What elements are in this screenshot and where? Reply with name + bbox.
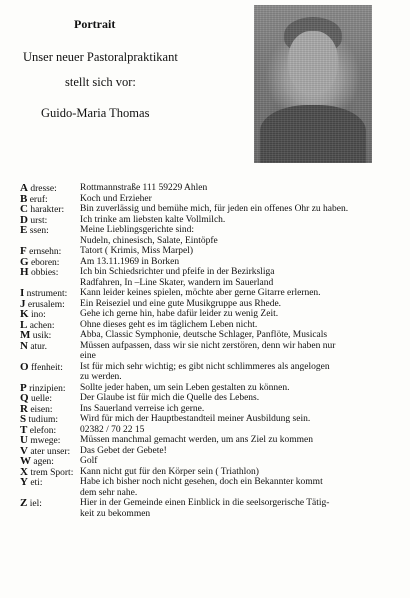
entry-key: [20, 341, 47, 353]
acrostic-entry: [20, 215, 406, 226]
entry-label: ssen:: [29, 226, 49, 236]
entry-initial: W: [20, 455, 31, 467]
entry-value-line: Ich trinke am liebsten kalte Vollmilch.: [80, 214, 226, 225]
acrostic-entry: [20, 330, 406, 341]
acrostic-entry: [20, 204, 406, 215]
entry-label: dresse:: [30, 184, 57, 194]
entry-value-line: Golf: [80, 456, 98, 466]
entry-value-line: Wird für mich der Hauptbestandteil meiner Ausbildung sein.: [80, 414, 311, 424]
intro-line-2: stellt sich vor:: [65, 75, 136, 89]
entry-label: achen:: [29, 320, 55, 331]
entry-label: eisen:: [30, 404, 53, 415]
person-name: Guido-Maria Thomas: [41, 106, 150, 120]
entry-label: mwege:: [30, 436, 61, 446]
entry-value-line: Hier in der Gemeinde einen Einblick in die seelsorgerische Tätig-: [80, 498, 330, 508]
entry-initial: B: [20, 192, 28, 205]
entry-label: eboren:: [30, 257, 60, 268]
entry-initial: Y: [20, 476, 28, 488]
acrostic-entry: [20, 414, 406, 425]
entry-label: eti:: [30, 478, 43, 488]
entry-value-line: Das Gebet der Gebete!: [80, 445, 167, 456]
entry-value-line: Ins Sauerland verreise ich gerne.: [80, 403, 205, 414]
entry-initial: I: [20, 287, 25, 299]
entry-value-line: Am 13.11.1969 in Borken: [80, 256, 180, 267]
entry-initial: F: [20, 245, 27, 257]
entry-initial: D: [20, 213, 28, 226]
entry-initial: K: [20, 308, 29, 320]
acrostic-entry: [20, 225, 406, 246]
entry-initial: G: [20, 255, 29, 268]
acrostic-entry: [20, 194, 406, 205]
entry-initial: E: [20, 224, 28, 236]
acrostic-entry: [20, 309, 406, 320]
entry-initial: S: [20, 413, 27, 425]
entry-value-line: Habe ich bisher noch nicht gesehen, doch ein Bekannter kommt: [80, 477, 323, 487]
entry-label: nstrument:: [26, 289, 68, 299]
entry-value-line: Ein Reiseziel und eine gute Musikgruppe aus Rhede.: [80, 298, 282, 309]
entry-label: eruf:: [29, 194, 48, 205]
entry-label: atur.: [30, 341, 47, 352]
entry-value-line: eine: [80, 351, 96, 361]
entry-initial: V: [20, 444, 28, 457]
entry-initial: J: [20, 297, 26, 310]
entry-value-line: Sollte jeder haben, um sein Leben gestalten zu können.: [80, 382, 290, 393]
entry-value-line: Meine Lieblingsgerichte sind:: [80, 225, 194, 235]
entry-initial: P: [20, 381, 27, 394]
acrostic-entry: [20, 393, 406, 404]
entry-label: usik:: [32, 331, 52, 341]
entry-value-line: Kann nicht gut für den Körper sein ( Triathlon): [80, 466, 259, 477]
entry-value-line: dem sehr nahe.: [80, 487, 138, 498]
entry-value-line: Bin zuverlässig und bemühe mich, für jeden ein offenes Ohr zu haben.: [80, 204, 349, 214]
entry-key: [20, 267, 58, 279]
entry-value-line: Müssen manchmal gemacht werden, um ans Ziel zu kommen: [80, 435, 313, 445]
entry-value-line: zu werden.: [80, 372, 122, 382]
acrostic-list: [20, 183, 406, 519]
acrostic-entry: [20, 299, 406, 310]
entry-initial: T: [20, 423, 28, 436]
acrostic-entry: [20, 267, 406, 288]
acrostic-entry: [20, 320, 406, 331]
entry-initial: Q: [20, 392, 29, 404]
entry-value-line: Nudeln, chinesisch, Salate, Eintöpfe: [80, 235, 218, 246]
entry-value-line: keit zu bekommen: [80, 508, 151, 519]
acrostic-entry: [20, 383, 406, 394]
entry-label: obbies:: [30, 268, 59, 278]
entry-label: trem Sport:: [30, 467, 74, 478]
entry-key: [20, 498, 42, 510]
entry-initial: L: [20, 318, 28, 331]
entry-initial: R: [20, 402, 28, 415]
entry-key: [20, 477, 42, 489]
entry-label: ino:: [30, 310, 46, 320]
entry-label: uelle:: [30, 394, 53, 404]
acrostic-entry: [20, 435, 406, 446]
entry-value-line: Ich bin Schiedsrichter und pfeife in der Bezirksliga: [80, 267, 275, 277]
entry-label: rinzipien:: [29, 383, 66, 394]
entry-value-line: Abba, Classic Symphonie, deutsche Schlager, Panflöte, Musicals: [80, 330, 328, 340]
entry-value-line: Radfahren, In –Line Skater, wandern im Sauerland: [80, 277, 274, 288]
entry-label: harakter:: [30, 205, 65, 215]
portrait-photo: [254, 5, 372, 163]
acrostic-entry: [20, 477, 406, 498]
intro-line-1: Unser neuer Pastoralpraktikant: [23, 50, 178, 64]
entry-label: ernsehn:: [29, 247, 62, 257]
acrostic-entry: [20, 288, 406, 299]
acrostic-entry: [20, 446, 406, 457]
entry-initial: H: [20, 266, 29, 278]
entry-label: erusalem:: [27, 299, 65, 310]
entry-label: ffenheit:: [30, 362, 63, 373]
entry-value-line: Kann leider keines spielen, möchte aber gerne Gitarre erlernen.: [80, 288, 321, 298]
entry-initial: O: [20, 360, 29, 373]
acrostic-entry: [20, 362, 406, 383]
entry-value-line: Ohne dieses geht es im täglichem Leben nicht.: [80, 319, 258, 330]
entry-label: agen:: [33, 457, 54, 467]
entry-initial: X: [20, 465, 28, 478]
acrostic-entry: [20, 456, 406, 467]
entry-key: [20, 225, 49, 237]
entry-label: urst:: [30, 215, 48, 226]
entry-value-line: Rottmannstraße 111 59229 Ahlen: [80, 183, 208, 193]
entry-value-line: Müssen aufpassen, dass wir sie nicht zerstören, denn wir haben nur: [80, 340, 336, 351]
entry-label: ater unser:: [30, 446, 71, 457]
acrostic-entry: [20, 425, 406, 436]
acrostic-entry: [20, 341, 406, 362]
acrostic-entry: [20, 467, 406, 478]
entry-value-line: Der Glaube ist für mich die Quelle des Lebens.: [80, 393, 260, 403]
photo-grain: [254, 5, 372, 163]
page-title: Portrait: [74, 17, 116, 31]
entry-initial: N: [20, 339, 28, 352]
entry-label: tudium:: [28, 415, 59, 425]
entry-value-line: 02382 / 70 22 15: [80, 424, 145, 435]
entry-value-line: Koch und Erzieher: [80, 193, 152, 204]
entry-value-line: Gehe ich gerne hin, habe dafür leider zu wenig Zeit.: [80, 309, 279, 319]
entry-value-line: Tatort ( Krimis, Miss Marpel): [80, 246, 194, 256]
entry-initial: Z: [20, 497, 28, 509]
acrostic-entry: [20, 498, 406, 519]
entry-value-line: Ist für mich sehr wichtig; es gibt nicht schlimmeres als angelogen: [80, 361, 330, 372]
entry-label: elefon:: [29, 425, 57, 436]
acrostic-entry: [20, 257, 406, 268]
entry-initial: M: [20, 329, 31, 341]
acrostic-entry: [20, 404, 406, 415]
entry-key: [20, 362, 63, 374]
acrostic-entry: [20, 246, 406, 257]
entry-initial: U: [20, 434, 28, 446]
entry-label: iel:: [29, 499, 42, 509]
entry-initial: C: [20, 203, 28, 215]
entry-initial: A: [20, 182, 28, 194]
acrostic-entry: [20, 183, 406, 194]
